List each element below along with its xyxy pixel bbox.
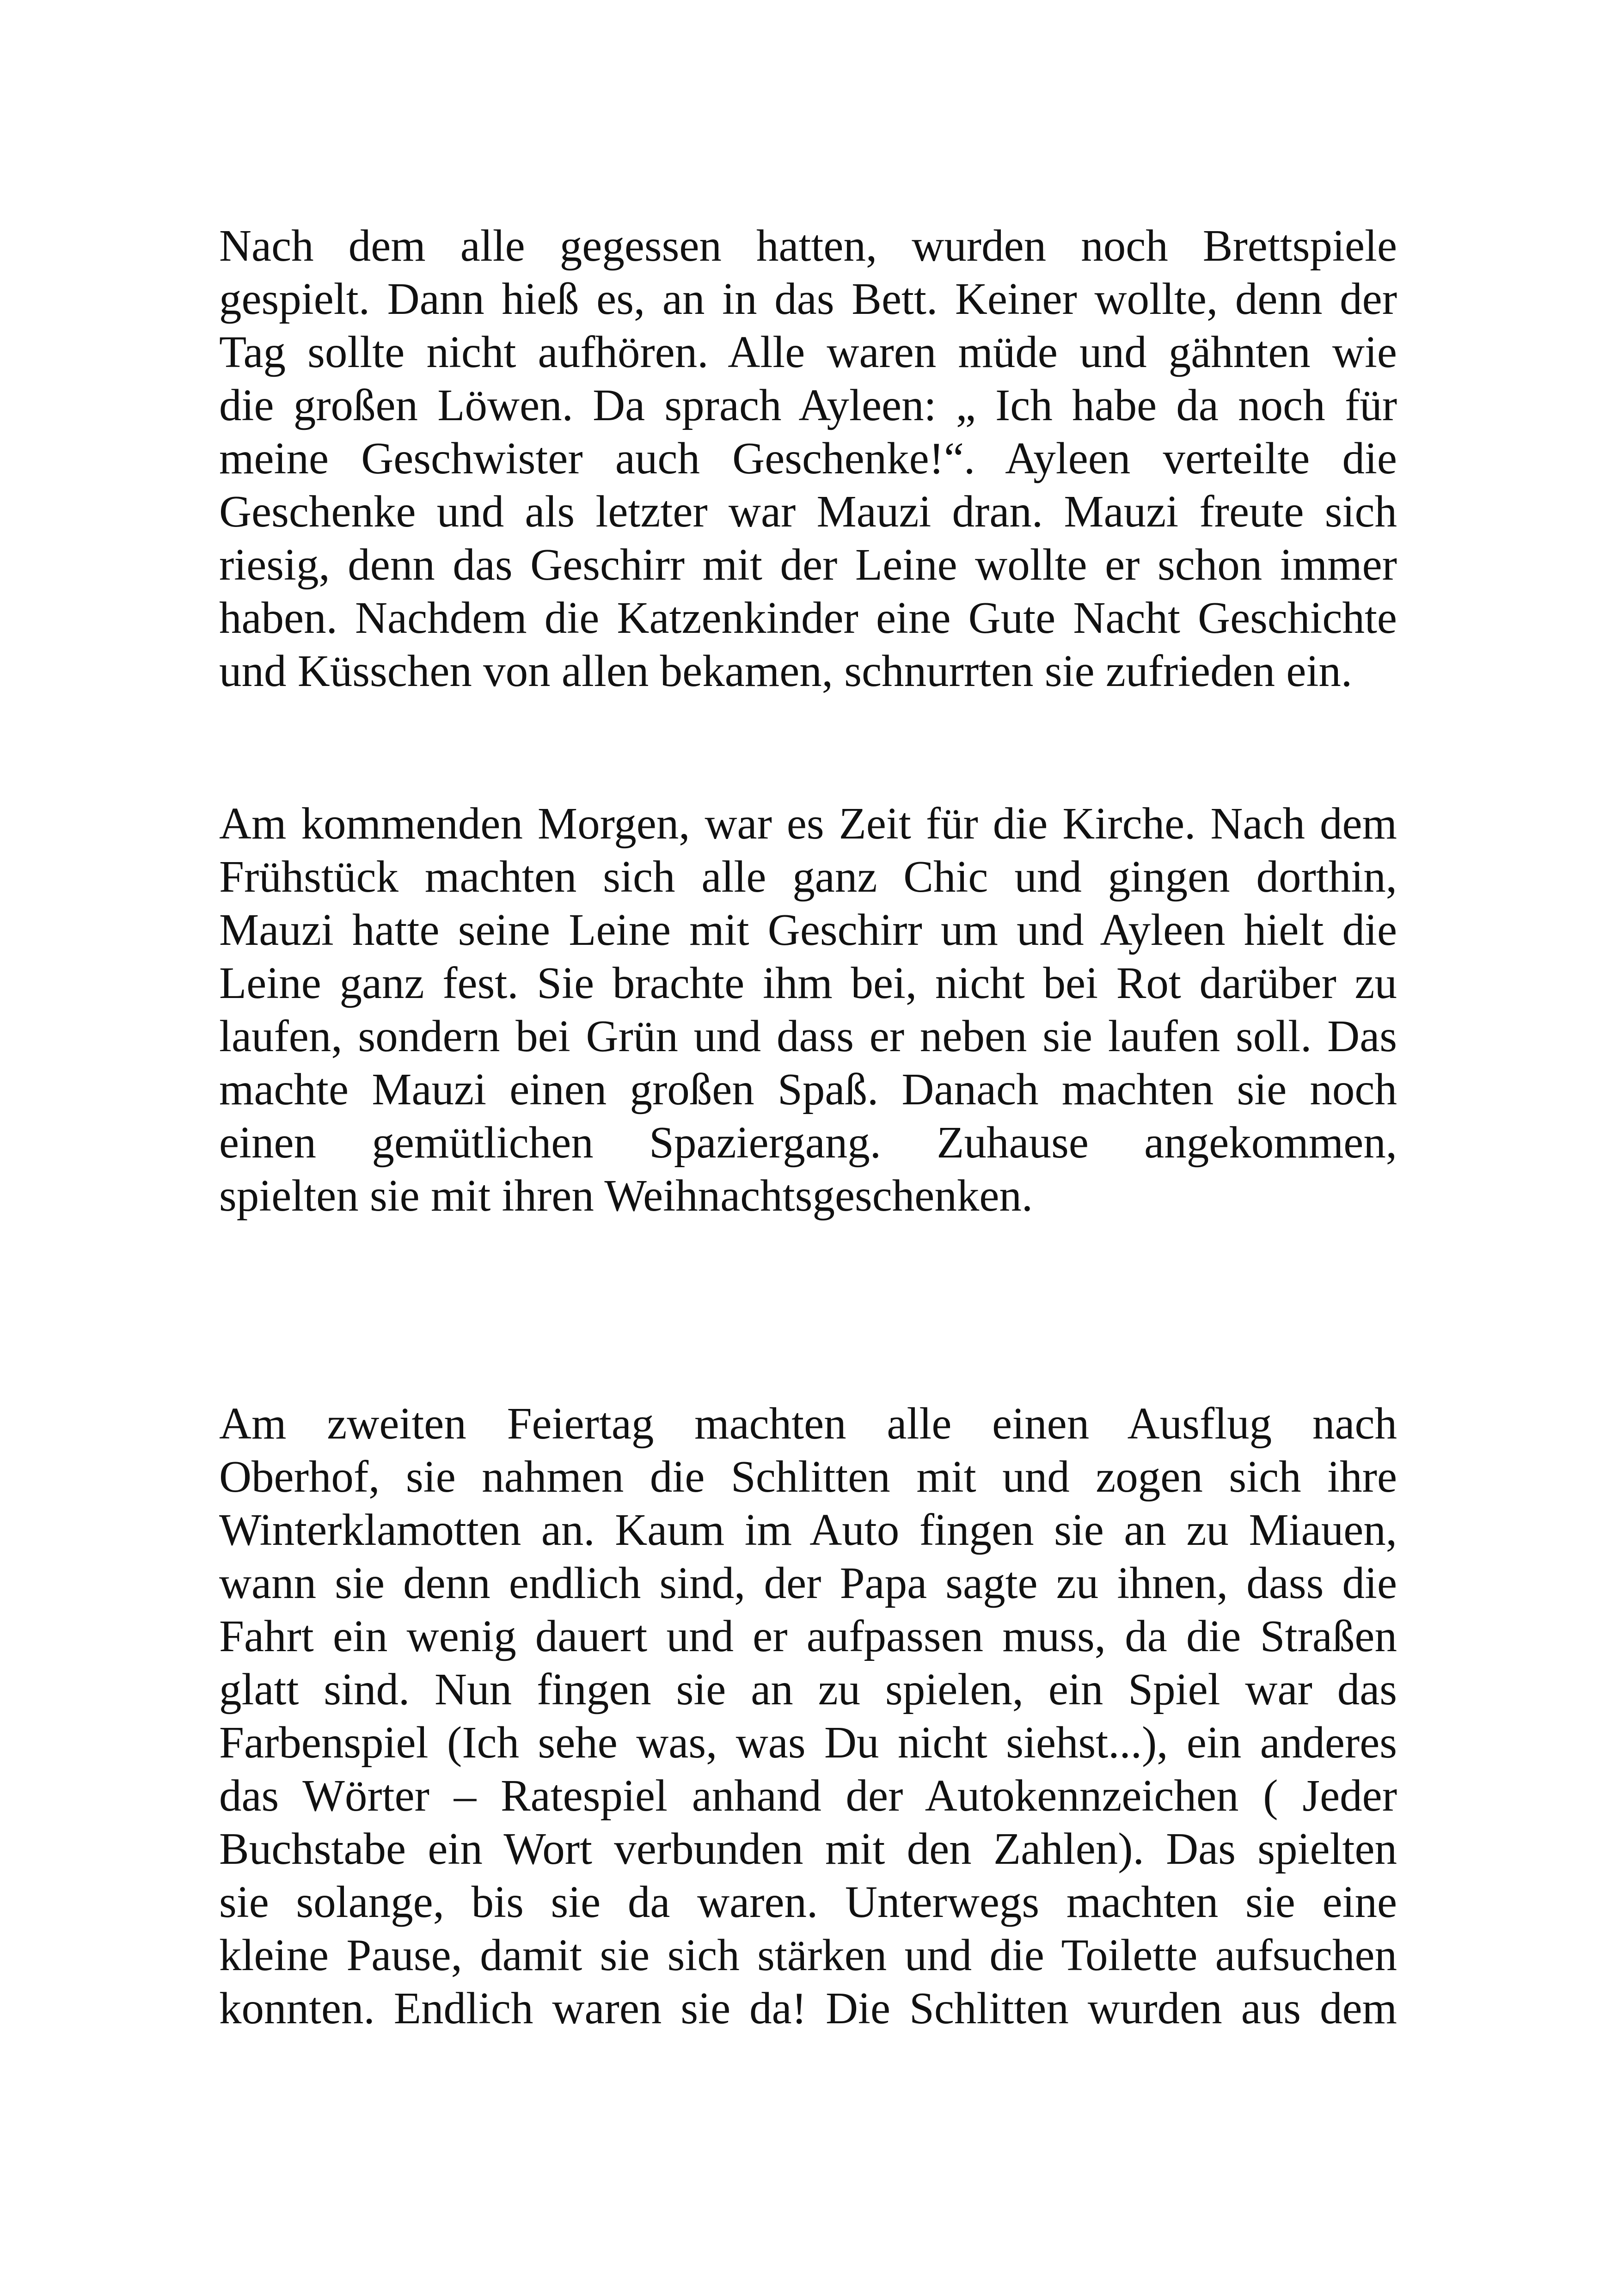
- text-line: Frühstück machten sich alle ganz Chic und gingen dorthin,: [219, 852, 1397, 901]
- text-line: Am zweiten Feiertag machten alle einen Ausflug nach: [219, 1399, 1397, 1448]
- text-line: glatt sind. Nun fingen sie an zu spielen, ein Spiel war das: [219, 1665, 1397, 1714]
- text-line: einen gemütlichen Spaziergang. Zuhause angekommen,: [219, 1118, 1397, 1167]
- text-line: Fahrt ein wenig dauert und er aufpassen muss, da die Straßen: [219, 1611, 1397, 1661]
- text-line: laufen, sondern bei Grün und dass er neben sie laufen soll. Das: [219, 1011, 1397, 1061]
- paragraph-second-holiday: [219, 1397, 1397, 2035]
- text-line: Buchstabe ein Wort verbunden mit den Zahlen). Das spielten: [219, 1824, 1397, 1874]
- text-line: gespielt. Dann hieß es, an in das Bett. Keiner wollte, denn der: [219, 274, 1397, 324]
- text-line: Am kommenden Morgen, war es Zeit für die Kirche. Nach dem: [219, 799, 1397, 848]
- text-line: machte Mauzi einen großen Spaß. Danach machten sie noch: [219, 1065, 1397, 1114]
- text-line: Winterklamotten an. Kaum im Auto fingen sie an zu Miauen,: [219, 1505, 1397, 1555]
- text-line: Mauzi hatte seine Leine mit Geschirr um und Ayleen hielt die: [219, 905, 1397, 955]
- text-line: sie solange, bis sie da waren. Unterwegs machten sie eine: [219, 1877, 1397, 1927]
- text-line: Leine ganz fest. Sie brachte ihm bei, nicht bei Rot darüber zu: [219, 958, 1397, 1008]
- text-line: wann sie denn endlich sind, der Papa sagte zu ihnen, dass die: [219, 1558, 1397, 1608]
- text-line: spielten sie mit ihren Weihnachtsgeschenken.: [219, 1171, 1033, 1220]
- text-line: und Küsschen von allen bekamen, schnurrten sie zufrieden ein.: [219, 646, 1353, 696]
- text-line: meine Geschwister auch Geschenke!“. Ayleen verteilte die: [219, 434, 1397, 483]
- text-line: Tag sollte nicht aufhören. Alle waren müde und gähnten wie: [219, 327, 1397, 377]
- text-line: kleine Pause, damit sie sich stärken und die Toilette aufsuchen: [219, 1930, 1397, 1980]
- text-line: konnten. Endlich waren sie da! Die Schlitten wurden aus dem: [219, 1984, 1397, 2033]
- text-line: Geschenke und als letzter war Mauzi dran. Mauzi freute sich: [219, 487, 1397, 536]
- text-line: haben. Nachdem die Katzenkinder eine Gute Nacht Geschichte: [219, 593, 1397, 643]
- text-line: riesig, denn das Geschirr mit der Leine wollte er schon immer: [219, 540, 1397, 589]
- text-line: das Wörter – Ratespiel anhand der Autokennzeichen ( Jeder: [219, 1771, 1397, 1820]
- paragraph-christmas-evening: [219, 219, 1397, 698]
- text-line: Oberhof, sie nahmen die Schlitten mit und zogen sich ihre: [219, 1452, 1397, 1501]
- text-line: die großen Löwen. Da sprach Ayleen: „ Ich habe da noch für: [219, 380, 1397, 430]
- paragraph-church-morning: [219, 797, 1397, 1222]
- text-line: Farbenspiel (Ich sehe was, was Du nicht siehst...), ein anderes: [219, 1718, 1397, 1767]
- text-line: Nach dem alle gegessen hatten, wurden noch Brettspiele: [219, 221, 1397, 270]
